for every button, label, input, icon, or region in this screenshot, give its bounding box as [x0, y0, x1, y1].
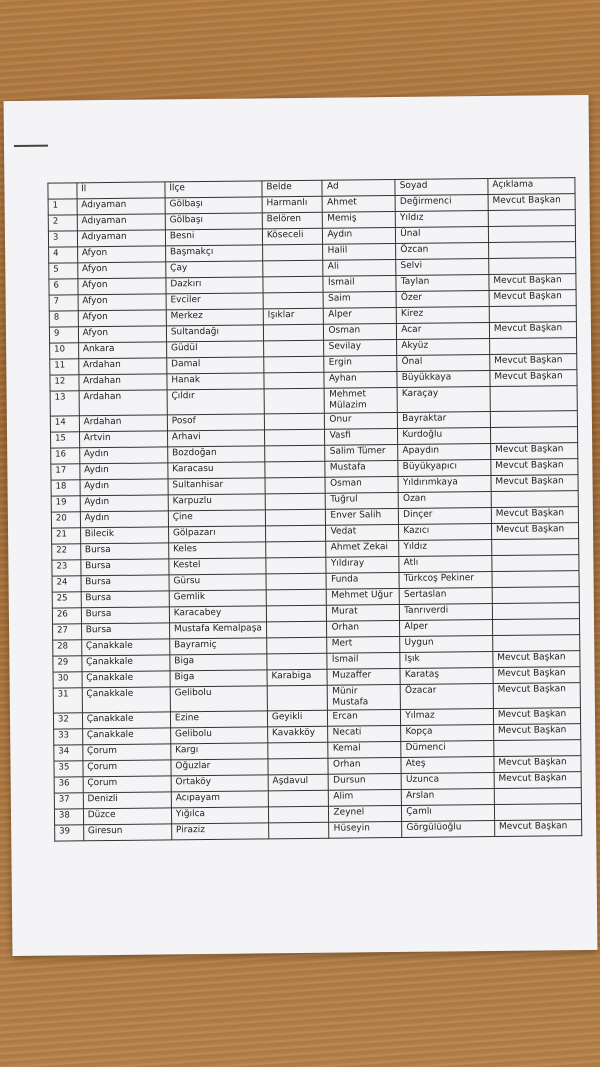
belde-cell — [266, 557, 327, 574]
soyad-cell: Ünal — [396, 227, 489, 244]
aciklama-cell — [488, 226, 575, 243]
belde-cell — [268, 758, 329, 775]
row-index: 5 — [49, 263, 78, 279]
il-cell: Çanakkale — [82, 687, 170, 713]
ilce-cell: Mustafa Kemalpaşa — [169, 622, 266, 639]
il-cell: Denizli — [83, 792, 171, 809]
ad-cell: Alper — [324, 307, 397, 324]
belde-cell: Işıklar — [263, 308, 324, 325]
ad-cell: Mehmet Uğur — [327, 588, 400, 605]
belde-cell — [266, 573, 327, 590]
soyad-cell: Karaçay — [397, 387, 490, 413]
il-cell: Adıyaman — [77, 198, 165, 215]
ilce-cell: Biga — [170, 670, 267, 687]
belde-cell — [267, 685, 328, 711]
aciklama-cell: Mevcut Başkan — [491, 459, 578, 476]
soyad-cell: Kazıcı — [399, 524, 492, 541]
row-index: 3 — [48, 231, 77, 247]
soyad-cell: Kopça — [401, 724, 494, 741]
ilce-cell: Kargı — [171, 743, 268, 760]
il-cell: Adıyaman — [77, 214, 165, 231]
row-index: 35 — [54, 761, 83, 777]
soyad-cell: Dinçer — [399, 508, 492, 525]
soyad-cell: Tanrıverdi — [400, 603, 493, 620]
ad-cell: Ahmet Zekai — [326, 540, 399, 557]
row-index: 20 — [51, 512, 80, 528]
ilce-cell: Bozdoğan — [168, 446, 265, 463]
il-cell: Bursa — [81, 591, 169, 608]
soyad-cell: Bayraktar — [398, 412, 491, 429]
ad-cell: Yıldıray — [326, 556, 399, 573]
soyad-cell: Türkcoş Pekiner — [399, 571, 492, 588]
belde-cell — [264, 429, 325, 446]
ad-cell: Funda — [326, 572, 399, 589]
row-index: 27 — [53, 624, 82, 640]
ad-cell: Dursun — [329, 773, 402, 790]
belde-cell — [265, 525, 326, 542]
ilce-cell: Evciler — [166, 293, 263, 310]
row-index: 6 — [49, 279, 78, 295]
ad-cell: Aydın — [323, 227, 396, 244]
ad-cell: İsmail — [323, 275, 396, 292]
header-soyad: Soyad — [395, 179, 488, 196]
ilce-cell: Merkez — [166, 309, 263, 326]
belde-cell: Aşdavul — [268, 774, 329, 791]
row-index: 31 — [53, 688, 82, 713]
aciklama-cell: Mevcut Başkan — [490, 370, 577, 387]
il-cell: Afyon — [77, 246, 165, 263]
aciklama-cell — [494, 740, 581, 757]
ilce-cell: Keles — [169, 542, 266, 559]
ilce-cell: Ortaköy — [171, 775, 268, 792]
ilce-cell: Güdül — [166, 341, 263, 358]
paper-sheet — [4, 95, 598, 956]
ad-cell: Ahmet — [323, 195, 396, 212]
soyad-cell: Özer — [396, 291, 489, 308]
il-cell: Bilecik — [80, 527, 168, 544]
soyad-cell: Selvi — [396, 259, 489, 276]
soyad-cell: Önal — [397, 355, 490, 372]
aciklama-cell: Mevcut Başkan — [494, 756, 581, 773]
soyad-cell: Işık — [400, 651, 493, 668]
ad-cell: Murat — [327, 604, 400, 621]
ilce-cell: Sultandağı — [166, 325, 263, 342]
aciklama-cell — [490, 386, 577, 412]
ad-cell: Alim — [329, 789, 402, 806]
belde-cell — [262, 244, 323, 261]
aciklama-cell: Mevcut Başkan — [494, 820, 581, 837]
row-index: 17 — [51, 464, 80, 480]
ilce-cell: Karpuzlu — [168, 494, 265, 511]
il-cell: Aydın — [80, 495, 168, 512]
ilce-cell: Ezine — [170, 711, 267, 728]
belde-cell — [267, 637, 328, 654]
ilce-cell: Gölbaşı — [165, 213, 262, 230]
belde-cell — [263, 276, 324, 293]
soyad-cell: Görgülüoğlu — [402, 820, 495, 837]
soyad-cell: Uygun — [400, 635, 493, 652]
belde-cell — [268, 790, 329, 807]
row-index: 7 — [49, 295, 78, 311]
ilce-cell: Biga — [170, 654, 267, 671]
soyad-cell: Çamlı — [402, 804, 495, 821]
aciklama-cell: Mevcut Başkan — [493, 683, 580, 709]
ad-cell: Sevilay — [324, 339, 397, 356]
row-index: 2 — [48, 215, 77, 231]
row-index: 33 — [54, 729, 83, 745]
belde-cell — [266, 605, 327, 622]
soyad-cell: Arslan — [402, 788, 495, 805]
soyad-cell: Yılmaz — [401, 708, 494, 725]
belde-cell — [264, 388, 325, 414]
ad-cell: Muzaffer — [327, 668, 400, 685]
header-il: İl — [77, 182, 165, 199]
aciklama-cell: Mevcut Başkan — [489, 274, 576, 291]
ilce-cell: Karacasu — [168, 462, 265, 479]
soyad-cell: Ozan — [398, 492, 491, 509]
il-cell: Afyon — [78, 278, 166, 295]
row-index: 15 — [51, 432, 80, 448]
row-index: 12 — [50, 375, 79, 391]
ilce-cell: Damal — [167, 357, 264, 374]
il-cell: Çanakkale — [82, 655, 170, 672]
ad-cell: Ercan — [328, 709, 401, 726]
soyad-cell: Yıldız — [395, 211, 488, 228]
aciklama-cell — [491, 491, 578, 508]
ad-cell: İsmail — [327, 652, 400, 669]
belde-cell — [265, 461, 326, 478]
soyad-cell: Apaydın — [398, 444, 491, 461]
ilce-cell: Kestel — [169, 558, 266, 575]
belde-cell: Geyikli — [267, 710, 328, 727]
soyad-cell: Alper — [400, 619, 493, 636]
belde-cell: Belören — [262, 212, 323, 229]
ilce-cell: Oğuzlar — [171, 759, 268, 776]
il-cell: Çanakkale — [82, 728, 170, 745]
ilce-cell: Çıldır — [167, 389, 264, 415]
aciklama-cell — [493, 635, 580, 652]
ilce-cell: Hanak — [167, 373, 264, 390]
ad-cell: Osman — [325, 476, 398, 493]
il-cell: Ardahan — [79, 390, 167, 416]
il-cell: Çanakkale — [81, 639, 169, 656]
row-index: 32 — [53, 713, 82, 729]
ilce-cell: Karacabey — [169, 606, 266, 623]
row-index: 19 — [51, 496, 80, 512]
ad-cell: Orhan — [328, 757, 401, 774]
soyad-cell: Dümenci — [401, 740, 494, 757]
ilce-cell: Posof — [167, 414, 264, 431]
il-cell: Bursa — [81, 575, 169, 592]
aciklama-cell: Mevcut Başkan — [490, 354, 577, 371]
belde-cell — [265, 509, 326, 526]
soyad-cell: Taylan — [396, 275, 489, 292]
ilce-cell: Gürsu — [169, 574, 266, 591]
ilce-cell: Çay — [166, 261, 263, 278]
ad-cell: Onur — [325, 412, 398, 429]
row-index: 13 — [50, 391, 79, 416]
belde-cell — [266, 621, 327, 638]
ad-cell: Salim Tümer — [325, 444, 398, 461]
aciklama-cell: Mevcut Başkan — [488, 194, 575, 211]
aciklama-cell — [492, 539, 579, 556]
il-cell: Afyon — [78, 310, 166, 327]
row-index: 26 — [52, 608, 81, 624]
soyad-cell: Kurdoğlu — [398, 428, 491, 445]
aciklama-cell — [492, 603, 579, 620]
candidate-table — [47, 177, 582, 841]
aciklama-cell: Mevcut Başkan — [493, 708, 580, 725]
belde-cell — [265, 477, 326, 494]
ad-cell: Saim — [324, 291, 397, 308]
belde-cell — [263, 340, 324, 357]
ilce-cell: Sultanhisar — [168, 478, 265, 495]
ilce-cell: Çine — [168, 510, 265, 527]
ad-cell: Vasfi — [325, 428, 398, 445]
ad-cell: Mehmet Mülazim — [325, 387, 398, 413]
aciklama-cell — [492, 571, 579, 588]
belde-cell — [264, 413, 325, 430]
aciklama-cell — [490, 427, 577, 444]
row-index: 24 — [52, 576, 81, 592]
il-cell: Artvin — [79, 431, 167, 448]
soyad-cell: Büyükkaya — [397, 371, 490, 388]
soyad-cell: Ateş — [401, 756, 494, 773]
ad-cell: Kemal — [328, 741, 401, 758]
ilce-cell: Dazkırı — [166, 277, 263, 294]
belde-cell — [265, 445, 326, 462]
belde-cell: Harmanlı — [262, 196, 323, 213]
ilce-cell: Yığılca — [171, 807, 268, 824]
row-index: 21 — [52, 528, 81, 544]
soyad-cell: Karataş — [400, 667, 493, 684]
belde-cell — [266, 589, 327, 606]
soyad-cell: Yıldırımkaya — [398, 476, 491, 493]
row-index: 38 — [54, 809, 83, 825]
belde-cell — [268, 822, 329, 839]
ad-cell: Hüseyin — [329, 821, 402, 838]
ad-cell: Tuğrul — [326, 492, 399, 509]
header-aciklama: Açıklama — [488, 178, 575, 195]
belde-cell — [265, 493, 326, 510]
aciklama-cell: Mevcut Başkan — [494, 772, 581, 789]
il-cell: Ankara — [78, 342, 166, 359]
ad-cell: Memiş — [323, 211, 396, 228]
aciklama-cell: Mevcut Başkan — [489, 322, 576, 339]
ilce-cell: Bayramiç — [170, 638, 267, 655]
il-cell: Çorum — [83, 760, 171, 777]
row-index: 28 — [53, 640, 82, 656]
il-cell: Ardahan — [79, 415, 167, 432]
il-cell: Ardahan — [78, 358, 166, 375]
belde-cell — [268, 806, 329, 823]
il-cell: Çorum — [82, 744, 170, 761]
il-cell: Aydın — [80, 511, 168, 528]
row-index: 10 — [50, 343, 79, 359]
row-index: 30 — [53, 672, 82, 688]
soyad-cell: Acar — [397, 323, 490, 340]
row-index: 34 — [54, 745, 83, 761]
aciklama-cell — [494, 804, 581, 821]
aciklama-cell: Mevcut Başkan — [491, 507, 578, 524]
ad-cell: Ergin — [324, 355, 397, 372]
il-cell: Çanakkale — [82, 671, 170, 688]
belde-cell — [267, 653, 328, 670]
ad-cell: Zeynel — [329, 805, 402, 822]
ad-cell: Mert — [327, 636, 400, 653]
soyad-cell: Yıldız — [399, 540, 492, 557]
aciklama-cell — [488, 210, 575, 227]
ilce-cell: Besni — [165, 229, 262, 246]
soyad-cell: Büyükyapıcı — [398, 460, 491, 477]
il-cell: Bursa — [81, 559, 169, 576]
aciklama-cell — [492, 555, 579, 572]
aciklama-cell: Mevcut Başkan — [493, 667, 580, 684]
ad-cell: Orhan — [327, 620, 400, 637]
ad-cell: Münir Mustafa — [328, 684, 401, 710]
il-cell: Düzce — [83, 808, 171, 825]
soyad-cell: Değirmenci — [395, 195, 488, 212]
soyad-cell: Sertaslan — [399, 587, 492, 604]
aciklama-cell — [490, 411, 577, 428]
soyad-cell: Uzunca — [401, 772, 494, 789]
row-index: 37 — [54, 793, 83, 809]
header-index — [48, 183, 77, 199]
ilce-cell: Gölpazarı — [168, 526, 265, 543]
il-cell: Bursa — [81, 607, 169, 624]
ad-cell: Osman — [324, 323, 397, 340]
header-belde: Belde — [262, 180, 323, 197]
il-cell: Aydın — [80, 479, 168, 496]
ilce-cell: Gelibolu — [170, 727, 267, 744]
aciklama-cell: Mevcut Başkan — [489, 290, 576, 307]
row-index: 4 — [49, 247, 78, 263]
belde-cell — [266, 541, 327, 558]
belde-cell: Karabiga — [267, 669, 328, 686]
aciklama-cell — [492, 587, 579, 604]
row-index: 9 — [49, 327, 78, 343]
ilce-cell: Arhavi — [167, 430, 264, 447]
aciklama-cell — [489, 338, 576, 355]
aciklama-cell: Mevcut Başkan — [493, 724, 580, 741]
ilce-cell: Piraziz — [171, 823, 268, 840]
row-index: 16 — [51, 448, 80, 464]
belde-cell — [264, 372, 325, 389]
belde-cell: Kösecelі — [262, 228, 323, 245]
belde-cell — [263, 292, 324, 309]
il-cell: Çorum — [83, 776, 171, 793]
aciklama-cell: Mevcut Başkan — [491, 475, 578, 492]
il-cell: Aydın — [79, 463, 167, 480]
belde-cell — [263, 324, 324, 341]
belde-cell — [263, 260, 324, 277]
row-index: 18 — [51, 480, 80, 496]
il-cell: Ardahan — [79, 374, 167, 391]
ilce-cell: Gölbaşı — [165, 197, 262, 214]
ad-cell: Ayhan — [324, 371, 397, 388]
ad-cell: Necati — [328, 725, 401, 742]
aciklama-cell: Mevcut Başkan — [491, 443, 578, 460]
soyad-cell: Özcan — [396, 243, 489, 260]
ad-cell: Ali — [323, 259, 396, 276]
ad-cell: Enver Salih — [326, 508, 399, 525]
row-index: 22 — [52, 544, 81, 560]
aciklama-cell — [489, 258, 576, 275]
il-cell: Afyon — [78, 326, 166, 343]
ilce-cell: Gelibolu — [170, 686, 267, 712]
soyad-cell: Özacar — [400, 683, 493, 709]
il-cell: Bursa — [80, 543, 168, 560]
row-index: 29 — [53, 656, 82, 672]
il-cell: Adıyaman — [77, 230, 165, 247]
row-index: 1 — [48, 199, 77, 215]
aciklama-cell: Mevcut Başkan — [491, 523, 578, 540]
row-index: 14 — [50, 416, 79, 432]
soyad-cell: Atlı — [399, 555, 492, 572]
ad-cell: Mustafa — [325, 460, 398, 477]
belde-cell — [268, 742, 329, 759]
header-ad: Ad — [322, 179, 395, 196]
il-cell: Afyon — [78, 294, 166, 311]
il-cell: Bursa — [81, 623, 169, 640]
belde-cell: Kavakköy — [267, 726, 328, 743]
row-index: 23 — [52, 560, 81, 576]
ilce-cell: Acıpayam — [171, 791, 268, 808]
soyad-cell: Akyüz — [397, 339, 490, 356]
aciklama-cell — [492, 619, 579, 636]
il-cell: Aydın — [79, 447, 167, 464]
il-cell: Afyon — [77, 262, 165, 279]
aciklama-cell — [489, 306, 576, 323]
ilce-cell: Gemlik — [169, 590, 266, 607]
header-ilce: İlçe — [165, 181, 262, 198]
aciklama-cell: Mevcut Başkan — [493, 651, 580, 668]
ad-cell: Halil — [323, 243, 396, 260]
row-index: 36 — [54, 777, 83, 793]
pen-mark — [14, 145, 48, 147]
ilce-cell: Başmakçı — [165, 245, 262, 262]
il-cell: Çanakkale — [82, 712, 170, 729]
aciklama-cell — [494, 788, 581, 805]
soyad-cell: Kirez — [396, 307, 489, 324]
row-index: 39 — [55, 825, 84, 841]
ad-cell: Vedat — [326, 524, 399, 541]
row-index: 11 — [50, 359, 79, 375]
row-index: 8 — [49, 311, 78, 327]
row-index: 25 — [52, 592, 81, 608]
table-body — [48, 194, 582, 841]
belde-cell — [264, 356, 325, 373]
il-cell: Giresun — [83, 824, 171, 841]
aciklama-cell — [488, 242, 575, 259]
